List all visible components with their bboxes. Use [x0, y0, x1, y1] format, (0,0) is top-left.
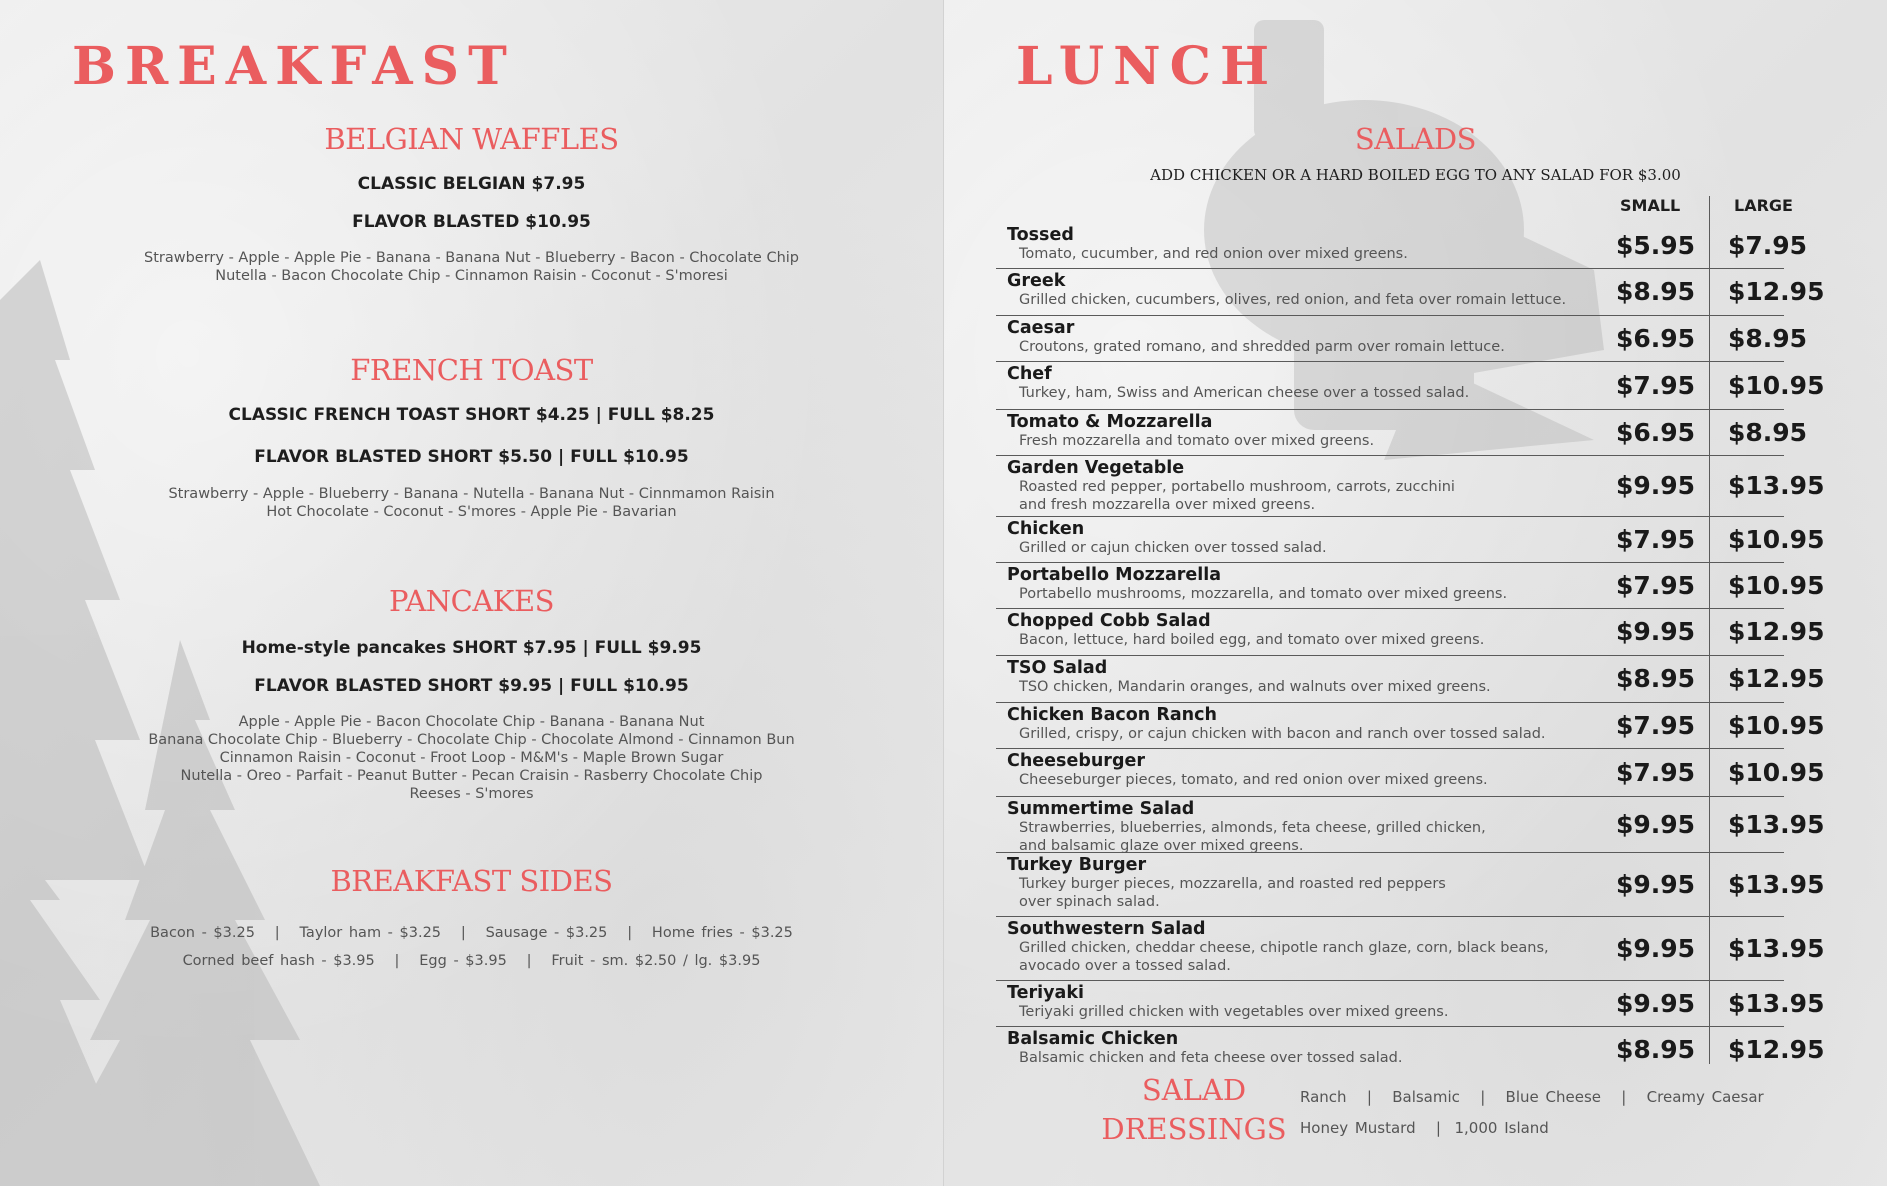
- large-price: $10.95: [1728, 758, 1825, 787]
- salad-name: Caesar: [1007, 318, 1075, 338]
- french-toast-heading: FRENCH TOAST: [350, 353, 593, 387]
- salad-description-line-2: and balsamic glaze over mixed greens.: [1019, 838, 1304, 854]
- salad-row: [996, 797, 1825, 854]
- salad-dressings-heading-line-2: DRESSINGS: [1101, 1112, 1287, 1146]
- breakfast-sides-heading: BREAKFAST SIDES: [330, 864, 613, 898]
- salad-description-line-2: avocado over a tossed salad.: [1019, 958, 1231, 974]
- flavor-blasted-waffle-price: FLAVOR BLASTED $10.95: [352, 212, 591, 232]
- salad-name: Cheeseburger: [1007, 751, 1145, 771]
- small-price: $6.95: [1616, 324, 1696, 353]
- small-price: $9.95: [1616, 989, 1696, 1018]
- salad-add-on-note: ADD CHICKEN OR A HARD BOILED EGG TO ANY SALAD FOR $3.00: [1150, 166, 1681, 184]
- large-price: $7.95: [1728, 231, 1808, 260]
- salad-row: [996, 853, 1825, 917]
- small-column-header: SMALL: [1620, 196, 1681, 215]
- large-price: $8.95: [1728, 418, 1808, 447]
- homestyle-pancakes-price: Home-style pancakes SHORT $7.95 | FULL $9.95: [241, 638, 702, 658]
- salad-name: Portabello Mozzarella: [1007, 565, 1222, 585]
- large-price: $10.95: [1728, 371, 1825, 400]
- small-price: $5.95: [1616, 231, 1696, 260]
- flavor-blasted-pancakes-price: FLAVOR BLASTED SHORT $9.95 | FULL $10.95: [254, 676, 689, 696]
- salad-name: Tomato & Mozzarella: [1007, 412, 1213, 432]
- salad-row: [996, 656, 1825, 703]
- breakfast-sides-line-2: Corned beef hash - $3.95 | Egg - $3.95 | Fruit - sm. $2.50 / lg. $3.95: [182, 953, 761, 969]
- dressings-line-1: Ranch | Balsamic | Blue Cheese | Creamy Caesar: [1300, 1088, 1764, 1106]
- salad-description: Portabello mushrooms, mozzarella, and tomato over mixed greens.: [1019, 586, 1508, 602]
- small-price: $9.95: [1616, 934, 1696, 963]
- large-column-header: LARGE: [1734, 196, 1793, 215]
- large-price: $13.95: [1728, 989, 1825, 1018]
- salad-description: Turkey burger pieces, mozzarella, and roasted red peppers: [1019, 876, 1446, 892]
- small-price: $6.95: [1616, 418, 1696, 447]
- small-price: $8.95: [1616, 277, 1696, 306]
- small-price: $7.95: [1616, 525, 1696, 554]
- small-price: $8.95: [1616, 664, 1696, 693]
- salad-dressings-heading: [1094, 1071, 1294, 1149]
- salads-heading: SALADS: [1354, 122, 1477, 156]
- small-price: $9.95: [1616, 617, 1696, 646]
- toast-flavors-line-1: Strawberry - Apple - Blueberry - Banana - Nutella - Banana Nut - Cinnmamon Raisin: [168, 486, 775, 502]
- dressings-line-2: Honey Mustard | 1,000 Island: [1300, 1119, 1549, 1137]
- salads-table: [996, 223, 1825, 1072]
- small-price: $7.95: [1616, 711, 1696, 740]
- large-price: $12.95: [1728, 1035, 1825, 1064]
- large-price: $12.95: [1728, 664, 1825, 693]
- lunch-title: LUNCH: [1016, 36, 1279, 97]
- salad-name: Greek: [1007, 271, 1066, 291]
- pancake-flavors-line-3: Cinnamon Raisin - Coconut - Froot Loop - M&M's - Maple Brown Sugar: [219, 750, 724, 766]
- waffle-flavors-line-2: Nutella - Bacon Chocolate Chip - Cinnamon Raisin - Coconut - S'moresi: [215, 268, 728, 284]
- pancake-flavors-line-2: Banana Chocolate Chip - Blueberry - Chocolate Chip - Chocolate Almond - Cinnamon Bun: [148, 732, 795, 748]
- waffle-flavors-line-1: Strawberry - Apple - Apple Pie - Banana - Banana Nut - Blueberry - Bacon - Chocolate Chip: [144, 250, 799, 266]
- large-price: $12.95: [1728, 617, 1825, 646]
- large-price: $13.95: [1728, 934, 1825, 963]
- salad-name: Chicken Bacon Ranch: [1007, 705, 1217, 725]
- salad-description: Grilled or cajun chicken over tossed salad.: [1019, 540, 1327, 556]
- salad-dressings-heading-line-1: SALAD: [1141, 1073, 1247, 1107]
- belgian-waffles-heading: BELGIAN WAFFLES: [324, 122, 619, 156]
- salad-description-line-2: and fresh mozzarella over mixed greens.: [1019, 497, 1316, 513]
- salad-row: [996, 917, 1825, 981]
- salad-name: Chef: [1007, 364, 1052, 384]
- salad-description: Bacon, lettuce, hard boiled egg, and tomato over mixed greens.: [1019, 632, 1485, 648]
- large-price: $13.95: [1728, 870, 1825, 899]
- large-price: $13.95: [1728, 471, 1825, 500]
- salad-row: [996, 269, 1825, 316]
- salad-description: Tomato, cucumber, and red onion over mixed greens.: [1019, 246, 1408, 262]
- pancakes-heading: PANCAKES: [388, 584, 554, 618]
- small-price: $7.95: [1616, 571, 1696, 600]
- salad-row: [996, 362, 1825, 410]
- large-price: $10.95: [1728, 571, 1825, 600]
- salad-row: [996, 703, 1825, 749]
- large-price: $12.95: [1728, 277, 1825, 306]
- salad-description: Croutons, grated romano, and shredded parm over romain lettuce.: [1019, 339, 1505, 355]
- salad-name: Summertime Salad: [1007, 799, 1195, 819]
- salad-name: Garden Vegetable: [1007, 458, 1185, 478]
- pancake-flavors-line-5: Reeses - S'mores: [409, 786, 534, 802]
- classic-french-toast-price: CLASSIC FRENCH TOAST SHORT $4.25 | FULL $8.25: [228, 405, 715, 425]
- salad-description: Grilled chicken, cucumbers, olives, red onion, and feta over romain lettuce.: [1019, 292, 1567, 308]
- salad-row: [996, 563, 1825, 609]
- salad-row: [996, 609, 1825, 656]
- small-price: $8.95: [1616, 1035, 1696, 1064]
- small-price: $9.95: [1616, 870, 1696, 899]
- salad-description: Turkey, ham, Swiss and American cheese over a tossed salad.: [1019, 385, 1470, 401]
- salad-row: [996, 749, 1825, 797]
- salad-description: Fresh mozzarella and tomato over mixed greens.: [1019, 433, 1375, 449]
- salad-row: [996, 456, 1825, 517]
- small-price: $7.95: [1616, 371, 1696, 400]
- large-price: $10.95: [1728, 525, 1825, 554]
- breakfast-sides-line-1: Bacon - $3.25 | Taylor ham - $3.25 | Sausage - $3.25 | Home fries - $3.25: [150, 925, 793, 941]
- salad-description: Teriyaki grilled chicken with vegetables over mixed greens.: [1019, 1004, 1449, 1020]
- salad-description: TSO chicken, Mandarin oranges, and walnuts over mixed greens.: [1019, 679, 1491, 695]
- large-price: $13.95: [1728, 810, 1825, 839]
- breakfast-page: [0, 0, 943, 1186]
- salad-name: Tossed: [1007, 225, 1074, 245]
- salad-name: Teriyaki: [1007, 983, 1084, 1003]
- small-price: $7.95: [1616, 758, 1696, 787]
- salad-row: [996, 223, 1808, 269]
- salad-name: Turkey Burger: [1007, 855, 1147, 875]
- salad-description: Strawberries, blueberries, almonds, feta cheese, grilled chicken,: [1019, 820, 1486, 836]
- breakfast-title: BREAKFAST: [72, 36, 516, 97]
- large-price: $10.95: [1728, 711, 1825, 740]
- salad-description: Roasted red pepper, portabello mushroom, carrots, zucchini: [1019, 479, 1455, 495]
- toast-flavors-line-2: Hot Chocolate - Coconut - S'mores - Apple Pie - Bavarian: [266, 504, 677, 520]
- salad-name: Chicken: [1007, 519, 1085, 539]
- salad-description: Cheeseburger pieces, tomato, and red onion over mixed greens.: [1019, 772, 1488, 788]
- lunch-page: [943, 0, 1887, 1186]
- small-price: $9.95: [1616, 471, 1696, 500]
- salad-row: [996, 410, 1808, 456]
- flavor-blasted-toast-price: FLAVOR BLASTED SHORT $5.50 | FULL $10.95: [254, 447, 689, 467]
- salad-row: [996, 517, 1825, 563]
- salad-description-line-2: over spinach salad.: [1019, 894, 1160, 910]
- salad-row: [996, 316, 1808, 362]
- salad-name: TSO Salad: [1007, 658, 1108, 678]
- pancake-flavors-line-4: Nutella - Oreo - Parfait - Peanut Butter - Pecan Craisin - Rasberry Chocolate Chip: [180, 768, 763, 784]
- salad-row: [996, 981, 1825, 1027]
- salad-row: [996, 1027, 1825, 1072]
- salad-name: Southwestern Salad: [1007, 919, 1206, 939]
- large-price: $8.95: [1728, 324, 1808, 353]
- salad-name: Balsamic Chicken: [1007, 1029, 1179, 1049]
- small-price: $9.95: [1616, 810, 1696, 839]
- pancake-flavors-line-1: Apple - Apple Pie - Bacon Chocolate Chip - Banana - Banana Nut: [238, 714, 705, 730]
- salad-description: Balsamic chicken and feta cheese over tossed salad.: [1019, 1050, 1403, 1066]
- salad-description: Grilled, crispy, or cajun chicken with bacon and ranch over tossed salad.: [1019, 726, 1546, 742]
- classic-belgian-price: CLASSIC BELGIAN $7.95: [357, 174, 586, 194]
- salad-description: Grilled chicken, cheddar cheese, chipotle ranch glaze, corn, black beans,: [1019, 940, 1549, 956]
- salad-name: Chopped Cobb Salad: [1007, 611, 1211, 631]
